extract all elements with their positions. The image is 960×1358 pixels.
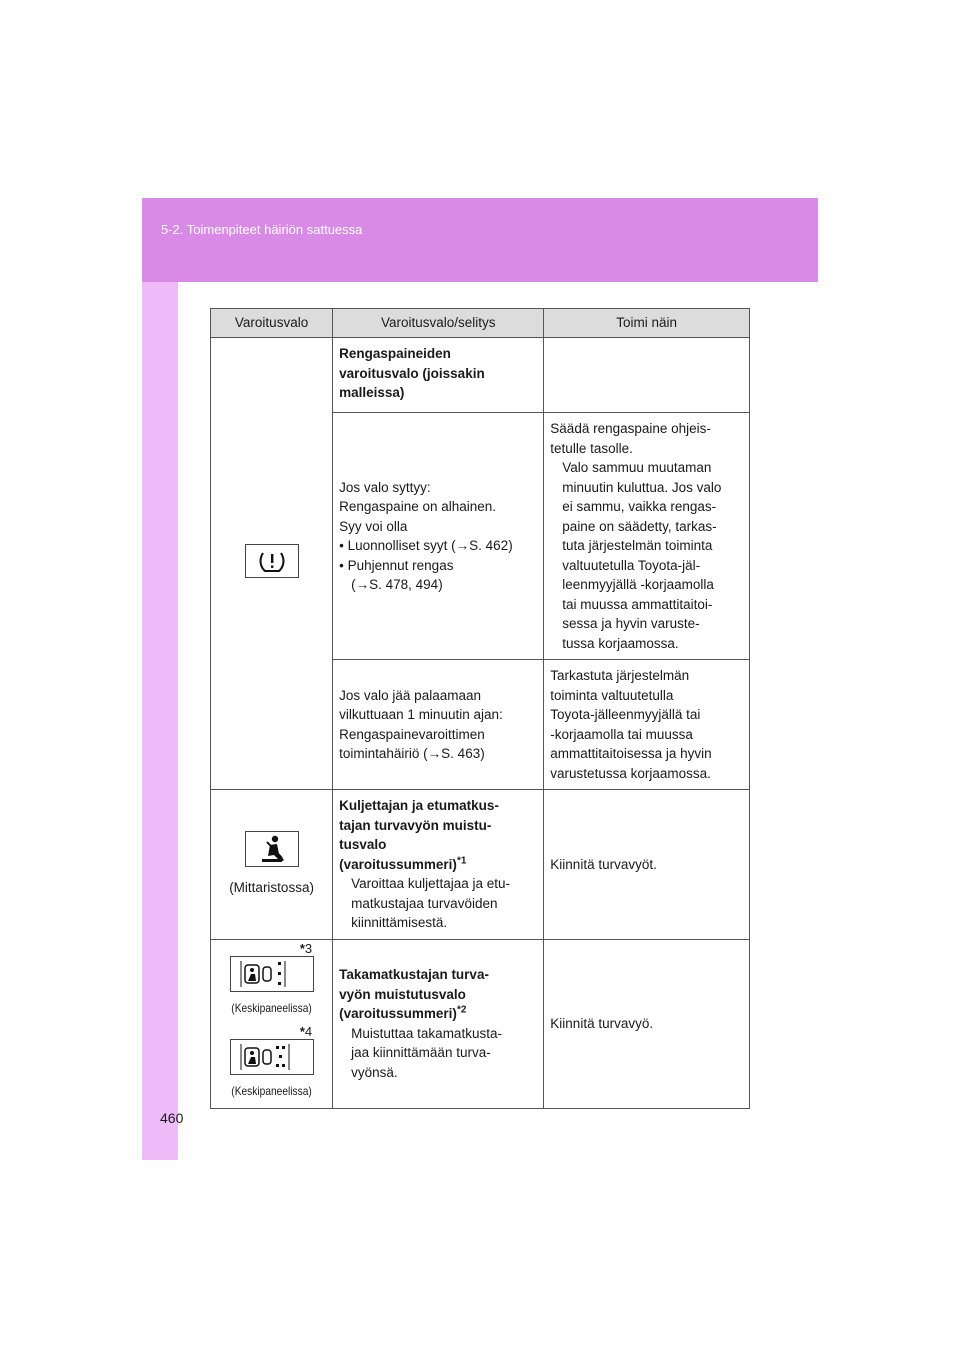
footnote-number: 1: [460, 855, 467, 866]
column-header: Varoitusvalo/selitys: [333, 309, 544, 338]
front-belt-icon-cell: [211, 790, 333, 940]
text-line: malleissa): [339, 385, 405, 400]
text-line: Valo sammuu muutaman: [562, 460, 712, 475]
page-number: 460: [160, 1110, 184, 1126]
seatbelt-reminder-icon: [245, 831, 299, 867]
text-line: (→S. 478, 494): [351, 577, 443, 592]
text-line: tai muussa ammattitaitoi-: [562, 596, 713, 612]
text-fragment: (varoitussummeri): [339, 856, 457, 872]
column-header: Varoitusvalo: [211, 309, 333, 338]
text-line: vyönsä.: [351, 1064, 398, 1080]
text-line: matkustajaa turvavöiden: [351, 895, 498, 911]
table-row: [211, 338, 750, 413]
tire-pressure-action1: [544, 413, 750, 660]
text-line: leenmyyjällä -korjaamolla: [562, 577, 714, 592]
text-line: kiinnittämisestä.: [351, 915, 448, 930]
text-line: Jos valo syttyy:: [339, 479, 431, 495]
side-strip: [142, 282, 178, 1160]
footnote-marker: *3: [299, 940, 313, 956]
rear-belt-icon-cell: [211, 939, 333, 1108]
tire-pressure-title: [333, 338, 544, 413]
location-label: (Mittaristossa): [229, 880, 314, 896]
text-line: • Luonnolliset syyt (→S. 462): [339, 538, 513, 553]
rear-seatbelt-5-seat-icon: [230, 1039, 314, 1075]
text-line: Rengaspaine on alhainen.: [339, 499, 497, 514]
text-line: tusvalo: [339, 837, 387, 852]
text-line: tussa korjaamossa.: [562, 635, 679, 651]
table-header-row: [211, 309, 750, 338]
text-line: Rengaspainevaroittimen: [339, 726, 485, 742]
rear-seatbelt-3-seat-icon: [230, 956, 314, 992]
text-line: jaa kiinnittämään turva-: [351, 1045, 491, 1060]
text-line: Toyota-jälleenmyyjällä tai: [550, 707, 701, 722]
text-line: toiminta valtuutetulla: [550, 687, 674, 703]
table-row: [211, 939, 750, 1108]
text-line: [339, 855, 537, 875]
text-line: minuutin kuluttua. Jos valo: [562, 479, 722, 495]
text-line: tetulle tasolle.: [550, 440, 633, 456]
text-line: Säädä rengaspaine ohjeis-: [550, 421, 711, 436]
text-line: vyön muistutusvalo: [339, 986, 466, 1002]
text-line: sessa ja hyvin varuste-: [562, 616, 700, 631]
warning-lights-table: [210, 308, 750, 1109]
footnote-star: *: [456, 855, 461, 866]
text-line: tuta järjestelmän toiminta: [562, 538, 713, 553]
text-line: varoitusvalo (joissakin: [339, 365, 485, 381]
text-line: Varoittaa kuljettajaa ja etu-: [351, 876, 510, 891]
location-label: (Keskipaneelissa): [231, 1084, 312, 1098]
tire-pressure-action2: [544, 660, 750, 790]
text-line: Rengaspaineiden: [339, 346, 451, 361]
text-line: tajan turvavyön muistu-: [339, 817, 492, 833]
text-fragment: (varoitussummeri): [339, 1006, 457, 1021]
text-line: paine on säädetty, tarkas-: [562, 518, 717, 534]
header-band: [142, 198, 818, 282]
text-line: Muistuttaa takamatkusta-: [351, 1025, 502, 1041]
tire-pressure-case2: [333, 660, 544, 790]
table-row: [211, 790, 750, 940]
footnote-number: 4: [304, 1023, 313, 1039]
text-line: Jos valo jää palaamaan: [339, 687, 481, 703]
text-line: ammattitaitoisessa ja hyvin: [550, 746, 712, 761]
text-line: valtuutetulla Toyota-jäl-: [562, 557, 701, 573]
front-belt-description: [333, 790, 544, 940]
column-header: Toimi näin: [544, 309, 750, 338]
text-line: toimintahäiriö (→S. 463): [339, 746, 485, 761]
front-belt-action: Kiinnitä turvavyöt.: [544, 790, 750, 940]
footnote-number: 3: [304, 940, 313, 956]
footnote-number: 2: [460, 1004, 467, 1016]
section-title: 5-2. Toimenpiteet häiriön sattuessa: [161, 222, 363, 237]
tire-pressure-case1: [333, 413, 544, 660]
empty-cell: [544, 338, 750, 413]
text-line: -korjaamolla tai muussa: [550, 726, 693, 742]
text-line: [339, 1004, 537, 1024]
text-line: varustetussa korjaamossa.: [550, 765, 711, 781]
rear-belt-action: Kiinnitä turvavyö.: [544, 939, 750, 1108]
tire-pressure-icon-cell: [211, 338, 333, 790]
text-line: Tarkastuta järjestelmän: [550, 668, 690, 683]
text-line: ei sammu, vaikka rengas-: [562, 499, 717, 514]
text-line: Kuljettajan ja etumatkus-: [339, 798, 499, 813]
rear-belt-description: [333, 939, 544, 1108]
text-line: Syy voi olla: [339, 518, 408, 534]
text-line: vilkuttuaan 1 minuutin ajan:: [339, 707, 503, 722]
footnote-star: *: [456, 1004, 461, 1016]
text-line: Takamatkustajan turva-: [339, 967, 489, 982]
text-line: • Puhjennut rengas: [339, 557, 454, 573]
location-label: (Keskipaneelissa): [231, 1001, 312, 1015]
footnote-marker: *4: [299, 1023, 313, 1039]
tire-pressure-warning-icon: [245, 544, 299, 578]
